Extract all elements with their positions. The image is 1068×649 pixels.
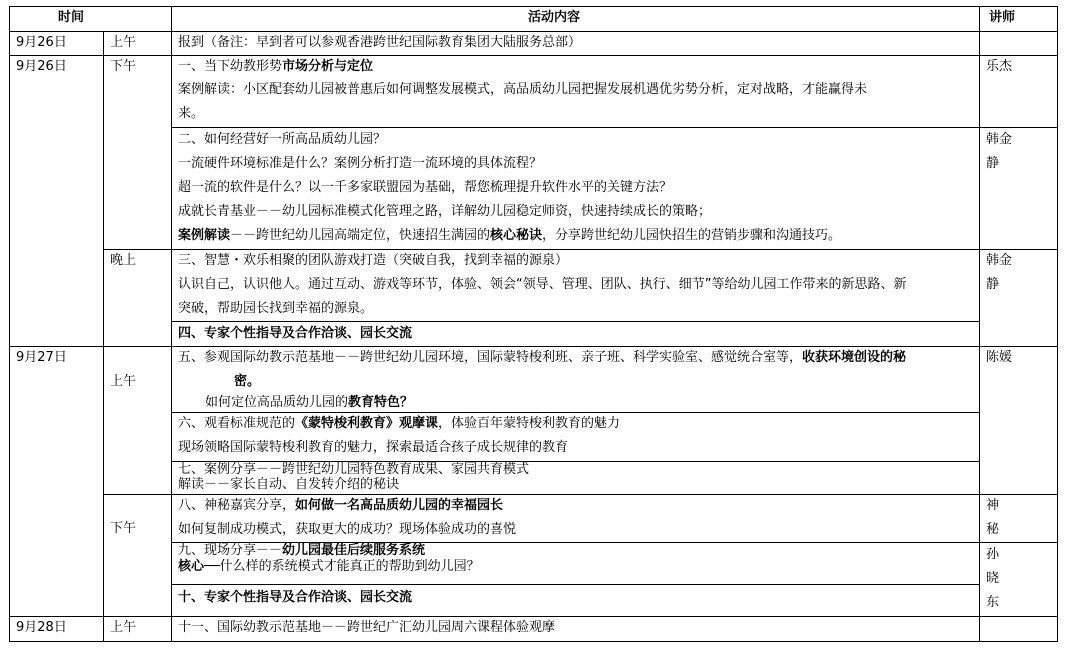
activity-bold: 《蒙特梭利教育》观摩课 (295, 416, 439, 431)
activity-text: －－跨世纪幼儿园高端定位，快速招生满园的 (230, 228, 491, 243)
grid-line (9, 641, 1058, 642)
grid-line (1057, 6, 1058, 642)
activity-bold: 教育特色？ (348, 395, 414, 410)
activity-line: 超一流的软件是什么？以一千多家联盟园为基础，帮您梳理提升软件水平的关键方法？ (178, 180, 673, 195)
grid-line (171, 584, 979, 585)
activity-line: 三、智慧・欢乐相聚的团队游戏打造（突破自我，找到幸福的源泉） (178, 253, 569, 268)
activity-line (205, 395, 413, 411)
activity-bold: 幼儿园最佳后续服务系统 (282, 543, 426, 558)
activity-text: 五、参观国际幼教示范基地－－跨世纪幼儿园环境，国际蒙特梭利班、亲子班、科学实验室、感觉统合室等， (178, 350, 803, 365)
lecturer-cell: 晓 (986, 571, 1000, 586)
activity-bold: 收获环境创设的秘 (802, 350, 907, 365)
lecturer-cell: 韩金 (986, 253, 1013, 268)
activity-line: 十、专家个性指导及合作洽谈、园长交流 (178, 590, 413, 605)
header-lecturer: 讲师 (989, 10, 1016, 25)
grid-line (9, 616, 1058, 617)
period-cell: 下午 (110, 521, 137, 536)
activity-line: 密。 (234, 374, 261, 389)
activity-text: 八、神秘嘉宾分享， (178, 498, 296, 513)
activity-text: 一、当下幼教形势 (178, 59, 283, 74)
activity-line: 现场领略国际蒙特梭利教育的魅力，探索最适合孩子成长规律的教育 (178, 440, 569, 455)
grid-line (9, 346, 1058, 347)
activity-line (178, 543, 425, 559)
activity-text: ，体验百年蒙特梭利教育的魅力 (438, 416, 621, 431)
activity-line: 认识自己，认识他人。通过互动、游戏等环节，体验、领会“领导、管理、团队、执行、细节”等给幼儿园工作带来的新思路、新 (178, 277, 907, 292)
grid-line (171, 321, 979, 322)
grid-line (9, 6, 1058, 7)
period-cell: 下午 (110, 59, 137, 74)
activity-bold: 市场分析与定位 (282, 59, 374, 74)
date-cell: 9月28日 (16, 620, 67, 635)
grid-line (171, 6, 172, 642)
activity-line: 突破，帮助园长找到幸福的源泉。 (178, 301, 374, 316)
date-cell: 9月26日 (16, 59, 67, 74)
activity-text: 九、现场分享－－ (178, 543, 283, 558)
activity-line: 四、专家个性指导及合作洽谈、园长交流 (178, 326, 413, 341)
lecturer-cell: 秘 (986, 522, 1000, 537)
activity-line: 案例解读：小区配套幼儿园被普惠后如何调整发展模式，高品质幼儿园把握发展机遇优劣势分析，定对战略，才能赢得未 (178, 82, 868, 97)
header-content: 活动内容 (528, 10, 581, 25)
activity-bold: 核心 (178, 559, 205, 574)
lecturer-cell: 静 (986, 277, 1000, 292)
activity-line (178, 416, 620, 432)
activity-line: 一流硬件环境标准是什么？案例分析打造一流环境的具体流程？ (178, 156, 543, 171)
activity-line: 十一、国际幼教示范基地－－跨世纪广汇幼儿园周六课程体验观摩 (178, 620, 556, 635)
activity-line: 成就长青基业－－幼儿园标准模式化管理之路，详解幼儿园稳定师资，快速持续成长的策略； (178, 204, 712, 219)
activity-line (178, 228, 841, 244)
activity-line: 来。 (178, 106, 205, 121)
grid-line (9, 31, 1058, 32)
grid-line (9, 55, 1058, 56)
grid-line (171, 127, 1058, 128)
period-cell: 上午 (110, 620, 137, 635)
activity-line: 报到（备注：早到者可以参观香港跨世纪国际教育集团大陆服务总部） (178, 35, 582, 50)
activity-text: ，分享跨世纪幼儿园快招生的营销步骤和沟通技巧。 (542, 228, 842, 243)
grid-line (9, 6, 10, 642)
activity-bold: 核心秘诀 (490, 228, 543, 243)
activity-line (178, 559, 480, 575)
date-cell: 9月27日 (16, 350, 67, 365)
activity-line (178, 59, 373, 75)
header-time: 时间 (58, 10, 85, 25)
activity-line: 二、如何经营好一所高品质幼儿园？ (178, 132, 387, 147)
date-cell: 9月26日 (16, 35, 67, 50)
activity-text: 六、观看标准规范的 (178, 416, 296, 431)
period-cell: 上午 (110, 35, 137, 50)
activity-line: 如何复制成功模式，获取更大的成功？现场体验成功的喜悦 (178, 522, 517, 537)
period-cell: 晚上 (110, 253, 137, 268)
activity-line: 解读－－家长自动、自发转介绍的秘诀 (178, 477, 400, 492)
activity-bold: 案例解读 (178, 228, 231, 243)
lecturer-cell: 静 (986, 156, 1000, 171)
grid-line (103, 249, 1058, 250)
grid-line (103, 31, 104, 642)
lecturer-cell: 东 (986, 595, 1000, 610)
grid-line (103, 494, 1058, 495)
grid-line (979, 6, 980, 642)
lecturer-cell: 神 (986, 498, 1000, 513)
activity-text: 如何定位高品质幼儿园的 (205, 395, 349, 410)
lecturer-cell: 孙 (986, 547, 1000, 562)
activity-bold: 如何做一名高品质幼儿园的幸福园长 (295, 498, 504, 513)
grid-line (171, 412, 979, 413)
activity-line (178, 498, 503, 514)
activity-line: 七、案例分享－－跨世纪幼儿园特色教育成果、家园共育模式 (178, 462, 530, 477)
period-cell: 上午 (110, 374, 137, 389)
lecturer-cell: 韩金 (986, 132, 1013, 147)
activity-text: ──什么样的系统模式才能真正的帮助到幼儿园？ (204, 559, 480, 574)
lecturer-cell: 陈媛 (986, 350, 1013, 365)
lecturer-cell: 乐杰 (986, 59, 1013, 74)
activity-line (178, 350, 906, 366)
